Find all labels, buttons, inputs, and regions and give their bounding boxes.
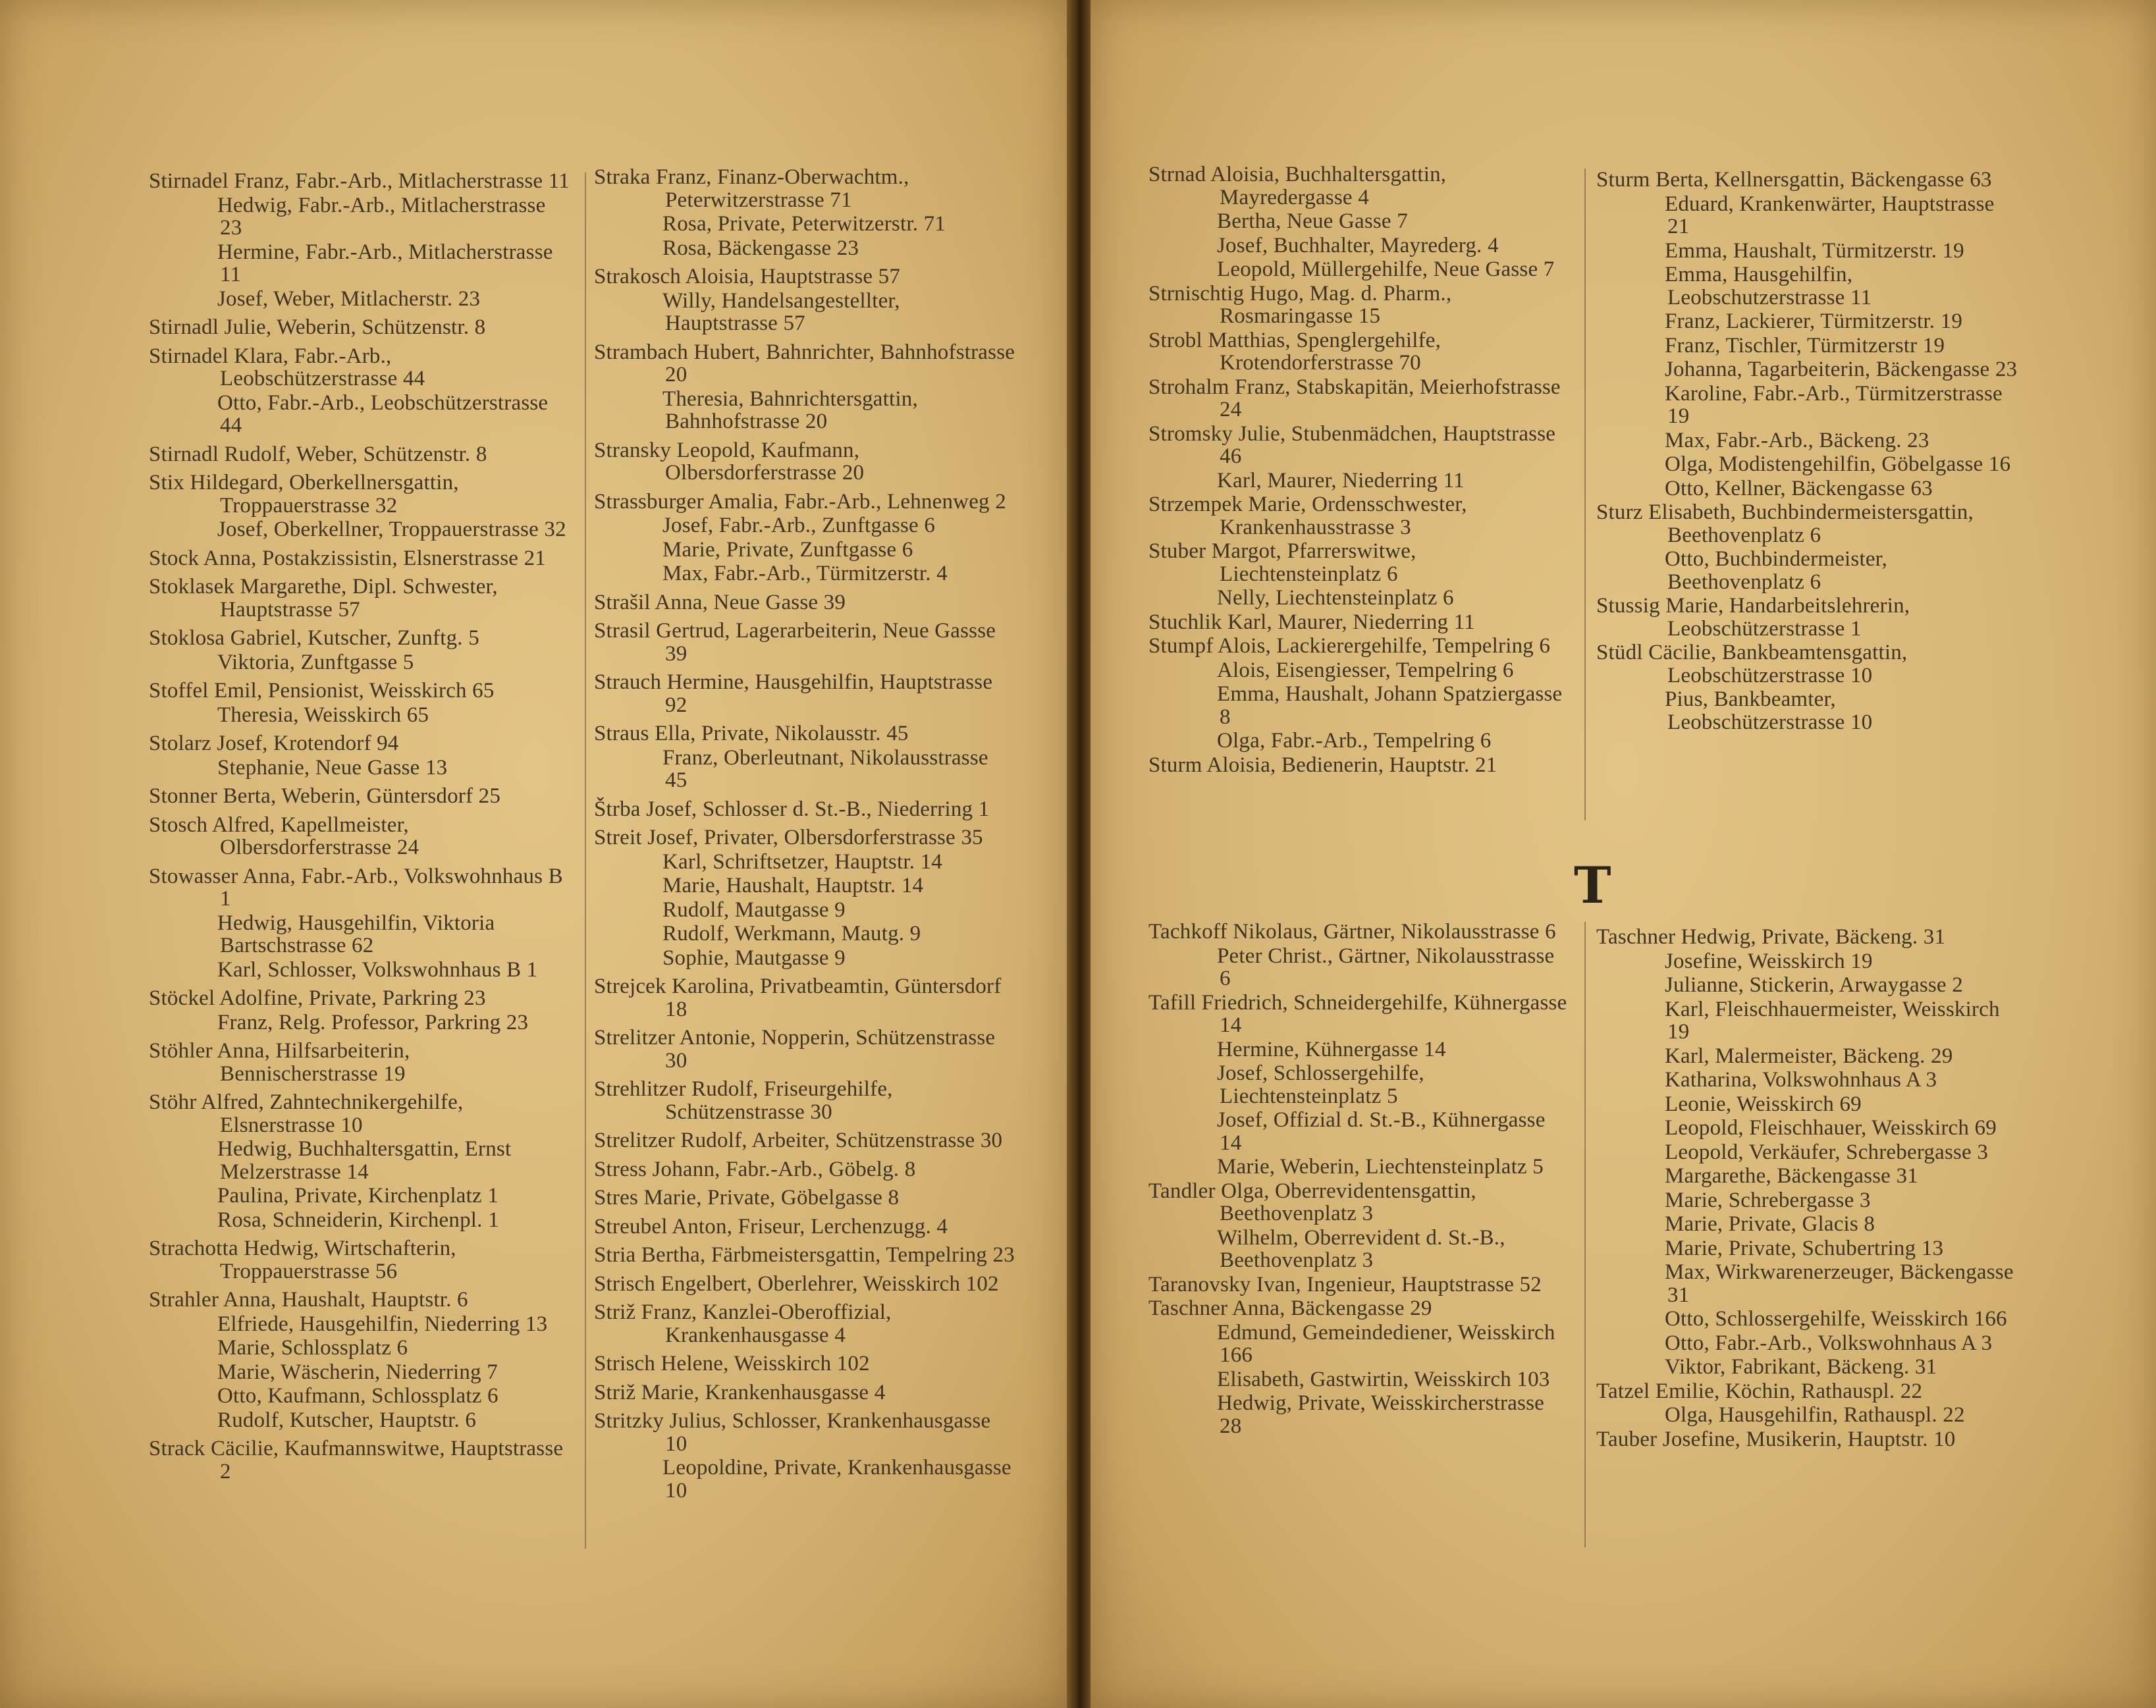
directory-entry: Straus Ella, Private, Nikolausstr. 45	[594, 722, 909, 745]
directory-entry: Strahler Anna, Haushalt, Hauptstr. 6	[149, 1288, 468, 1312]
directory-sub-entry: Nelly, Liechtensteinplatz 6	[1217, 586, 1454, 610]
directory-column-3	[1148, 163, 1570, 778]
directory-entry: Stritzky Julius, Schlosser, Krankenhausgasse 10	[594, 1409, 991, 1456]
directory-sub-entry: Edmund, Gemeindediener, Weisskirch 166	[1217, 1320, 1555, 1367]
directory-entry: Stosch Alfred, Kapellmeister, Olbersdorferstrasse 24	[149, 813, 419, 859]
directory-entry: Striž Franz, Kanzlei-Oberoffizial, Krankenhausgasse 4	[594, 1300, 892, 1347]
column-rule-right-upper	[1584, 169, 1586, 820]
directory-sub-entry: Josef, Weber, Mitlacherstr. 23	[217, 286, 481, 311]
directory-entry: Strachotta Hedwig, Wirtschafterin, Troppauerstrasse 56	[149, 1237, 456, 1283]
directory-sub-entry: Marie, Private, Schubertring 13	[1665, 1236, 1944, 1260]
directory-sub-entry: Karl, Schlosser, Volkswohnhaus B 1	[217, 957, 538, 982]
directory-column-5	[1148, 921, 1570, 1439]
directory-entry: Tachkoff Nikolaus, Gärtner, Nikolausstrasse 6	[1148, 920, 1556, 944]
directory-entry: Strohalm Franz, Stabskapitän, Meierhofstrasse 24	[1148, 375, 1561, 421]
directory-sub-entry: Hedwig, Fabr.-Arb., Mitlacherstrasse 23	[217, 193, 546, 240]
directory-sub-entry: Otto, Kellner, Bäckengasse 63	[1665, 476, 1933, 500]
column-rule-left	[585, 173, 586, 1549]
directory-sub-entry: Katharina, Volkswohnhaus A 3	[1665, 1068, 1937, 1092]
directory-sub-entry: Karl, Fleischhauermeister, Weisskirch 19	[1665, 997, 2000, 1044]
directory-entry: Strauch Hermine, Hausgehilfin, Hauptstrasse 92	[594, 670, 993, 717]
directory-sub-entry: Otto, Buchbindermeister, Beethovenplatz 6	[1665, 547, 1887, 594]
directory-sub-entry: Emma, Haushalt, Türmitzerstr. 19	[1665, 238, 1964, 263]
directory-sub-entry: Josef, Oberkellner, Troppauerstrasse 32	[217, 518, 566, 541]
directory-entry: Stirnadel Franz, Fabr.-Arb., Mitlacherstrasse 11	[149, 169, 570, 193]
directory-sub-entry: Leonie, Weisskirch 69	[1665, 1092, 1862, 1116]
directory-entry: Straka Franz, Finanz-Oberwachtm., Peterwitzerstrasse 71	[594, 165, 909, 212]
directory-entry: Taschner Hedwig, Private, Bäckeng. 31	[1596, 925, 1946, 949]
directory-entry: Stirnadl Julie, Weberin, Schützenstr. 8	[149, 315, 486, 339]
directory-sub-entry: Hermine, Kühnergasse 14	[1217, 1037, 1446, 1061]
directory-sub-entry: Karl, Maurer, Niederring 11	[1217, 468, 1465, 493]
directory-sub-entry: Olga, Hausgehilfin, Rathauspl. 22	[1665, 1403, 1965, 1427]
directory-entry: Sturm Aloisia, Bedienerin, Hauptstr. 21	[1148, 753, 1497, 777]
directory-sub-entry: Hedwig, Buchhaltersgattin, Ernst Melzerstrasse 14	[217, 1137, 512, 1184]
directory-sub-entry: Karoline, Fabr.-Arb., Türmitzerstrasse 19	[1665, 381, 2003, 428]
directory-entry: Stress Johann, Fabr.-Arb., Göbelg. 8	[594, 1157, 916, 1181]
directory-entry: Striž Marie, Krankenhausgasse 4	[594, 1380, 886, 1404]
directory-sub-entry: Willy, Handelsangestellter, Hauptstrasse 57	[662, 288, 900, 335]
column-rule-right-lower	[1584, 922, 1586, 1547]
directory-sub-entry: Johanna, Tagarbeiterin, Bäckengasse 23	[1665, 358, 2018, 381]
directory-entry: Stix Hildegard, Oberkellnersgattin, Troppauerstrasse 32	[149, 471, 459, 518]
directory-sub-entry: Marie, Haushalt, Hauptstr. 14	[662, 874, 924, 897]
directory-sub-entry: Julianne, Stickerin, Arwaygasse 2	[1665, 973, 1963, 997]
directory-sub-entry: Rudolf, Kutscher, Hauptstr. 6	[217, 1408, 477, 1432]
directory-sub-entry: Otto, Fabr.-Arb., Volkswohnhaus A 3	[1665, 1331, 1993, 1355]
directory-entry: Strzempek Marie, Ordensschwester, Krankenhausstrasse 3	[1148, 493, 1467, 539]
directory-sub-entry: Marie, Private, Glacis 8	[1665, 1212, 1875, 1236]
directory-sub-entry: Theresia, Weisskirch 65	[217, 703, 429, 727]
book-gutter	[1067, 0, 1091, 1708]
directory-column-2	[594, 166, 1015, 1503]
directory-entry: Stussig Marie, Handarbeitslehrerin, Leobschützerstrasse 1	[1596, 594, 1910, 641]
directory-sub-entry: Viktoria, Zunftgasse 5	[217, 650, 414, 674]
directory-entry: Stüdl Cäcilie, Bankbeamtensgattin, Leobschützerstrasse 10	[1596, 641, 1908, 687]
directory-sub-entry: Franz, Relg. Professor, Parkring 23	[217, 1010, 529, 1034]
directory-entry: Strnad Aloisia, Buchhaltersgattin, Mayredergasse 4	[1148, 163, 1447, 209]
directory-entry: Strnischtig Hugo, Mag. d. Pharm., Rosmaringasse 15	[1148, 281, 1452, 328]
directory-sub-entry: Karl, Schriftsetzer, Hauptstr. 14	[662, 849, 942, 874]
directory-entry: Tandler Olga, Oberrevidentensgattin, Beethovenplatz 3	[1148, 1179, 1476, 1225]
directory-entry: Stolarz Josef, Krotendorf 94	[149, 732, 399, 755]
directory-sub-entry: Bertha, Neue Gasse 7	[1217, 209, 1408, 233]
directory-entry: Taschner Anna, Bäckengasse 29	[1148, 1296, 1432, 1320]
directory-sub-entry: Olga, Fabr.-Arb., Tempelring 6	[1217, 729, 1492, 753]
directory-entry: Streit Josef, Privater, Olbersdorferstrasse 35	[594, 826, 983, 849]
directory-entry: Strejcek Karolina, Privatbeamtin, Güntersdorf 18	[594, 974, 1002, 1021]
directory-entry: Strasil Gertrud, Lagerarbeiterin, Neue Gassse 39	[594, 619, 996, 666]
directory-entry: Stransky Leopold, Kaufmann, Olbersdorferstrasse 20	[594, 438, 865, 485]
directory-sub-entry: Hermine, Fabr.-Arb., Mitlacherstrasse 11	[217, 240, 553, 286]
directory-entry: Sturz Elisabeth, Buchbindermeistersgattin, Beethovenplatz 6	[1596, 500, 1974, 547]
directory-sub-entry: Rosa, Bäckengasse 23	[662, 236, 859, 260]
directory-entry: Streubel Anton, Friseur, Lerchenzugg. 4	[594, 1214, 948, 1239]
directory-entry: Stria Bertha, Färbmeistersgattin, Tempelring 23	[594, 1243, 1015, 1267]
directory-entry: Stuchlik Karl, Maurer, Niederring 11	[1148, 610, 1475, 634]
directory-sub-entry: Leopold, Fleischhauer, Weisskirch 69	[1665, 1116, 1997, 1140]
directory-entry: Stoklosa Gabriel, Kutscher, Zunftg. 5	[149, 626, 479, 650]
directory-sub-entry: Rudolf, Mautgasse 9	[662, 897, 846, 922]
directory-entry: Stumpf Alois, Lackierergehilfe, Tempelring 6	[1148, 634, 1551, 658]
directory-entry: Strakosch Aloisia, Hauptstrasse 57	[594, 265, 901, 288]
directory-entry: Stonner Berta, Weberin, Güntersdorf 25	[149, 784, 501, 808]
directory-sub-entry: Otto, Schlossergehilfe, Weisskirch 166	[1665, 1307, 2007, 1331]
directory-sub-entry: Franz, Lackierer, Türmitzerstr. 19	[1665, 309, 1963, 333]
directory-sub-entry: Josef, Buchhalter, Mayrederg. 4	[1217, 233, 1499, 257]
directory-sub-entry: Alois, Eisengiesser, Tempelring 6	[1217, 658, 1514, 682]
directory-entry: Strisch Engelbert, Oberlehrer, Weisskirch 102	[594, 1271, 999, 1296]
directory-sub-entry: Max, Fabr.-Arb., Bäckeng. 23	[1665, 428, 1929, 452]
directory-entry: Štrba Josef, Schlosser d. St.-B., Niederring 1	[594, 797, 990, 821]
directory-sub-entry: Marie, Schrebergasse 3	[1665, 1188, 1871, 1212]
directory-sub-entry: Josef, Offizial d. St.-B., Kühnergasse 14	[1217, 1108, 1546, 1155]
directory-entry: Strelitzer Antonie, Nopperin, Schützenstrasse 30	[594, 1026, 996, 1073]
directory-sub-entry: Karl, Malermeister, Bäckeng. 29	[1665, 1044, 1953, 1068]
directory-entry: Strisch Helene, Weisskirch 102	[594, 1352, 870, 1375]
directory-entry: Stowasser Anna, Fabr.-Arb., Volkswohnhaus B 1	[149, 864, 563, 911]
directory-entry: Tafill Friedrich, Schneidergehilfe, Kühnergasse 14	[1148, 990, 1567, 1037]
directory-entry: Stuber Margot, Pfarrerswitwe, Liechtensteinplatz 6	[1148, 539, 1416, 586]
directory-entry: Taranovsky Ivan, Ingenieur, Hauptstrasse 52	[1148, 1272, 1542, 1296]
directory-sub-entry: Sophie, Mautgasse 9	[662, 946, 846, 970]
directory-entry: Stoffel Emil, Pensionist, Weisskirch 65	[149, 679, 495, 703]
section-letter: T	[1574, 856, 1611, 915]
directory-sub-entry: Otto, Kaufmann, Schlossplatz 6	[217, 1384, 499, 1408]
directory-entry: Stöhler Anna, Hilfsarbeiterin, Bennischerstrasse 19	[149, 1039, 410, 1086]
directory-sub-entry: Marie, Weberin, Liechtensteinplatz 5	[1217, 1155, 1544, 1179]
directory-column-6	[1596, 926, 2018, 1452]
directory-entry: Strambach Hubert, Bahnrichter, Bahnhofstrasse 20	[594, 340, 1015, 387]
directory-entry: Strack Cäcilie, Kaufmannswitwe, Hauptstrasse 2	[149, 1437, 564, 1483]
directory-entry: Strassburger Amalia, Fabr.-Arb., Lehnenweg 2	[594, 489, 1006, 514]
directory-sub-entry: Franz, Tischler, Türmitzerstr 19	[1665, 333, 1945, 358]
directory-column-1	[149, 170, 570, 1484]
directory-sub-entry: Marie, Wäscherin, Niederring 7	[217, 1360, 498, 1384]
directory-column-4	[1596, 169, 2018, 735]
directory-sub-entry: Leopoldine, Private, Krankenhausgasse 10	[662, 1456, 1011, 1503]
directory-entry: Strehlitzer Rudolf, Friseurgehilfe, Schützenstrasse 30	[594, 1077, 893, 1124]
directory-sub-entry: Pius, Bankbeamter, Leobschützerstrasse 10	[1665, 687, 1873, 734]
directory-entry: Stromsky Julie, Stubenmädchen, Hauptstrasse 46	[1148, 421, 1556, 468]
directory-entry: Tauber Josefine, Musikerin, Hauptstr. 10	[1596, 1427, 1956, 1451]
directory-sub-entry: Elfriede, Hausgehilfin, Niederring 13	[217, 1312, 548, 1336]
directory-entry: Stirnadl Rudolf, Weber, Schützenstr. 8	[149, 442, 487, 466]
directory-entry: Stirnadel Klara, Fabr.-Arb., Leobschützerstrasse 44	[149, 344, 425, 390]
directory-sub-entry: Max, Wirkwarenerzeuger, Bäckengasse 31	[1665, 1260, 2014, 1307]
directory-entry: Stöhr Alfred, Zahntechnikergehilfe, Elsnerstrasse 10	[149, 1090, 464, 1137]
directory-entry: Strelitzer Rudolf, Arbeiter, Schützenstrasse 30	[594, 1129, 1003, 1152]
directory-sub-entry: Josef, Schlossergehilfe, Liechtensteinplatz 5	[1217, 1061, 1424, 1108]
directory-sub-entry: Rosa, Private, Peterwitzerstr. 71	[662, 212, 946, 236]
directory-sub-entry: Otto, Fabr.-Arb., Leobschützerstrasse 44	[217, 390, 549, 437]
directory-entry: Strašil Anna, Neue Gasse 39	[594, 590, 846, 614]
directory-entry: Stock Anna, Postakzissistin, Elsnerstrasse 21	[149, 546, 546, 570]
directory-entry: Stres Marie, Private, Göbelgasse 8	[594, 1186, 900, 1210]
directory-sub-entry: Josef, Fabr.-Arb., Zunftgasse 6	[662, 514, 936, 537]
directory-sub-entry: Olga, Modistengehilfin, Göbelgasse 16	[1665, 452, 2011, 476]
directory-sub-entry: Rudolf, Werkmann, Mautg. 9	[662, 922, 921, 946]
directory-sub-entry: Margarethe, Bäckengasse 31	[1665, 1164, 1918, 1188]
directory-sub-entry: Stephanie, Neue Gasse 13	[217, 755, 448, 780]
directory-entry: Strobl Matthias, Spenglergehilfe, Krotendorferstrasse 70	[1148, 328, 1442, 375]
directory-entry: Stoklasek Margarethe, Dipl. Schwester, Hauptstrasse 57	[149, 575, 498, 622]
directory-sub-entry: Viktor, Fabrikant, Bäckeng. 31	[1665, 1355, 1937, 1379]
directory-sub-entry: Leopold, Müllergehilfe, Neue Gasse 7	[1217, 257, 1555, 281]
directory-sub-entry: Hedwig, Private, Weisskircherstrasse 28	[1217, 1391, 1544, 1438]
directory-sub-entry: Rosa, Schneiderin, Kirchenpl. 1	[217, 1208, 499, 1232]
directory-entry: Tatzel Emilie, Köchin, Rathauspl. 22	[1596, 1379, 1923, 1403]
directory-sub-entry: Marie, Schlossplatz 6	[217, 1336, 408, 1360]
directory-sub-entry: Theresia, Bahnrichtersgattin, Bahnhofstrasse 20	[662, 387, 918, 433]
directory-entry: Stöckel Adolfine, Private, Parkring 23	[149, 986, 486, 1010]
directory-sub-entry: Hedwig, Hausgehilfin, Viktoria Bartschstrasse 62	[217, 911, 495, 957]
directory-sub-entry: Peter Christ., Gärtner, Nikolausstrasse 6	[1217, 944, 1555, 990]
directory-sub-entry: Eduard, Krankenwärter, Hauptstrasse 21	[1665, 192, 1995, 238]
directory-sub-entry: Josefine, Weisskirch 19	[1665, 949, 1873, 973]
directory-sub-entry: Max, Fabr.-Arb., Türmitzerstr. 4	[662, 562, 948, 585]
directory-sub-entry: Wilhelm, Oberrevident d. St.-B., Beethovenplatz 3	[1217, 1225, 1505, 1272]
directory-sub-entry: Franz, Oberleutnant, Nikolausstrasse 45	[662, 745, 988, 792]
directory-sub-entry: Elisabeth, Gastwirtin, Weisskirch 103	[1217, 1367, 1550, 1391]
directory-sub-entry: Emma, Haushalt, Johann Spatziergasse 8	[1217, 682, 1563, 729]
directory-sub-entry: Paulina, Private, Kirchenplatz 1	[217, 1184, 499, 1208]
directory-sub-entry: Emma, Hausgehilfin, Leobschutzerstrasse 11	[1665, 263, 1872, 309]
directory-sub-entry: Leopold, Verkäufer, Schrebergasse 3	[1665, 1140, 1989, 1164]
directory-sub-entry: Marie, Private, Zunftgasse 6	[662, 537, 913, 562]
directory-entry: Sturm Berta, Kellnersgattin, Bäckengasse 63	[1596, 168, 1992, 192]
